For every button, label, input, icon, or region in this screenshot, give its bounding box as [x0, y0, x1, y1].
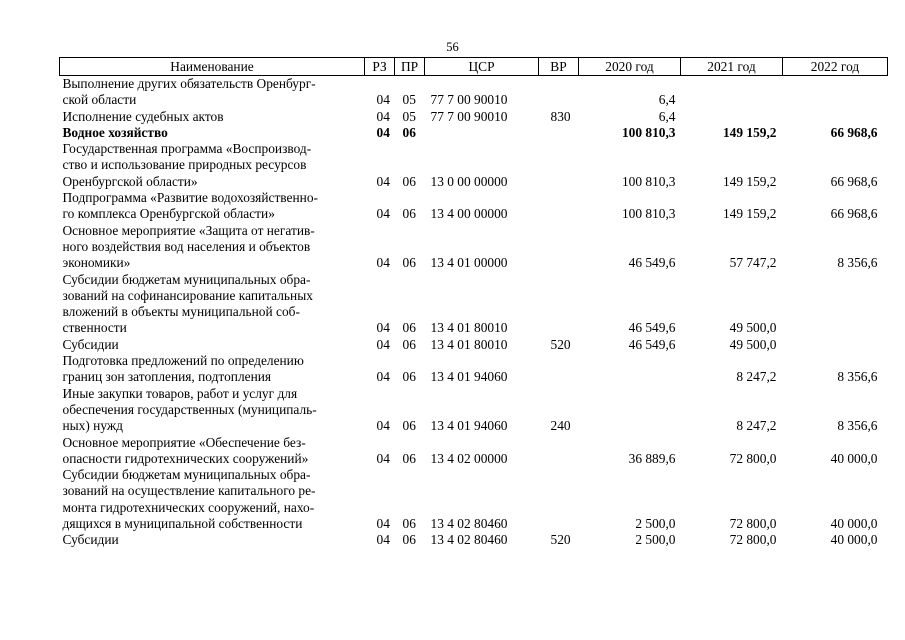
column-header-2021: 2021 год [681, 58, 783, 76]
row-csr-cell: 13 4 02 80460 [430, 532, 508, 548]
table-row [60, 76, 888, 109]
row-pr-cell: 06 [402, 336, 416, 352]
row-name-line: ственности [62, 320, 127, 336]
row-y2020-cell: 100 810,3 [621, 124, 676, 140]
row-name-line: Субсидии бюджетам муниципальных обра- [62, 271, 311, 287]
budget-table [59, 57, 888, 549]
row-name-line: ство и использование природных ресурсов [62, 157, 307, 173]
row-y2020-cell: 100 810,3 [621, 173, 676, 189]
row-rz-cell: 04 [376, 450, 390, 466]
row-y2021-cell: 72 800,0 [729, 532, 777, 548]
table-row [60, 435, 888, 468]
row-name-cell [60, 386, 365, 435]
row-y2022-cell: 40 000,0 [830, 532, 878, 548]
row-y2020-cell: 6,4 [658, 108, 676, 124]
row-pr-cell: 05 [402, 92, 416, 108]
table-row [60, 467, 888, 532]
row-y2022-cell: 66 968,6 [830, 124, 878, 140]
row-vr-cell [539, 125, 579, 141]
row-name-line: опасности гидротехнических сооружений» [62, 450, 309, 466]
row-y2020-cell: 46 549,6 [628, 255, 676, 271]
row-name-cell [60, 76, 365, 109]
table-row [60, 141, 888, 190]
row-vr-cell [539, 353, 579, 386]
table-body [60, 76, 888, 549]
row-vr-cell [539, 141, 579, 190]
row-rz-cell: 04 [376, 206, 390, 222]
row-rz-cell: 04 [376, 320, 390, 336]
row-name-line: Подпрограмма «Развитие водохозяйственно- [62, 190, 318, 206]
row-name-line: монта гидротехнических сооружений, нахо- [62, 499, 315, 515]
column-header-name: Наименование [60, 58, 365, 76]
row-rz-cell: 04 [376, 369, 390, 385]
row-name-line: Исполнение судебных актов [62, 108, 224, 124]
row-pr-cell: 06 [402, 320, 416, 336]
row-y2022-cell [783, 76, 888, 109]
row-vr-cell: 830 [550, 108, 571, 124]
column-header-pr: ПР [395, 58, 425, 76]
row-vr-cell [539, 272, 579, 337]
row-csr-cell: 13 4 01 00000 [430, 255, 508, 271]
row-csr-cell: 13 4 01 80010 [430, 320, 508, 336]
row-y2021-cell: 57 747,2 [729, 255, 777, 271]
row-pr-cell: 06 [402, 124, 416, 140]
row-pr-cell: 05 [402, 108, 416, 124]
row-vr-cell [539, 223, 579, 272]
row-pr-cell: 06 [402, 173, 416, 189]
row-rz-cell: 04 [376, 255, 390, 271]
row-name-line: дящихся в муниципальной собственности [62, 516, 303, 532]
row-csr-cell: 77 7 00 90010 [430, 92, 508, 108]
table-row [60, 337, 888, 353]
row-y2021-cell: 149 159,2 [722, 173, 777, 189]
table-row [60, 272, 888, 337]
row-y2020-cell: 46 549,6 [628, 336, 676, 352]
row-pr-cell: 06 [402, 450, 416, 466]
row-y2021-cell: 8 247,2 [736, 418, 777, 434]
row-y2022-cell: 66 968,6 [830, 206, 878, 222]
row-pr-cell: 06 [402, 369, 416, 385]
row-y2021-cell: 49 500,0 [729, 320, 777, 336]
row-rz-cell: 04 [376, 516, 390, 532]
row-y2021-cell: 49 500,0 [729, 336, 777, 352]
row-name-line: Государственная программа «Воспроизвод- [62, 141, 312, 157]
row-name-cell [60, 353, 365, 386]
table-row [60, 386, 888, 435]
row-name-line: Водное хозяйство [62, 124, 168, 140]
row-csr-cell: 13 4 00 00000 [430, 206, 508, 222]
row-y2022-cell [783, 109, 888, 125]
row-csr-cell: 77 7 00 90010 [430, 108, 508, 124]
row-csr-cell: 13 4 01 94060 [430, 418, 508, 434]
row-vr-cell [539, 467, 579, 532]
row-name-line: Субсидии [62, 336, 119, 352]
row-pr-cell: 06 [402, 418, 416, 434]
row-vr-cell [539, 435, 579, 468]
row-vr-cell [539, 76, 579, 109]
row-csr-cell: 13 4 01 94060 [430, 369, 508, 385]
row-name-cell [60, 141, 365, 190]
row-name-line: ных) нужд [62, 418, 123, 434]
table-row [60, 532, 888, 548]
row-name-line: зований на софинансирование капитальных [62, 287, 313, 303]
row-y2021-cell: 72 800,0 [729, 516, 777, 532]
row-name-cell [60, 190, 365, 223]
row-y2022-cell: 40 000,0 [830, 450, 878, 466]
row-pr-cell: 06 [402, 532, 416, 548]
table-row [60, 353, 888, 386]
page-number: 56 [446, 40, 459, 54]
row-name-line: границ зон затопления, подтопления [62, 369, 272, 385]
table-row [60, 109, 888, 125]
row-y2021-cell [681, 109, 783, 125]
row-y2022-cell: 40 000,0 [830, 516, 878, 532]
row-name-cell [60, 467, 365, 532]
row-name-line: го комплекса Оренбургской области» [62, 206, 275, 222]
table-row [60, 125, 888, 141]
row-y2020-cell [579, 386, 681, 435]
column-header-csr: ЦСР [425, 58, 539, 76]
row-rz-cell: 04 [376, 108, 390, 124]
row-csr-cell: 13 0 00 00000 [430, 173, 508, 189]
row-y2020-cell [579, 353, 681, 386]
row-y2021-cell: 8 247,2 [736, 369, 777, 385]
row-name-line: Подготовка предложений по определению [62, 353, 304, 369]
row-y2022-cell [783, 337, 888, 353]
row-vr-cell: 520 [550, 336, 571, 352]
row-name-line: Основное мероприятие «Обеспечение без- [62, 434, 306, 450]
row-y2021-cell [681, 76, 783, 109]
row-rz-cell: 04 [376, 532, 390, 548]
row-name-cell [60, 272, 365, 337]
row-name-line: обеспечения государственных (муниципаль- [62, 401, 317, 417]
row-name-cell [60, 109, 365, 125]
row-name-line: Выполнение других обязательств Оренбург- [62, 76, 316, 91]
row-name-line: ного воздействия вод населения и объектов [62, 238, 311, 254]
row-name-line: Субсидии бюджетам муниципальных обра- [62, 467, 311, 483]
row-name-line: вложений в объекты муниципальной соб- [62, 304, 300, 320]
row-csr-cell: 13 4 02 00000 [430, 450, 508, 466]
row-name-line: Субсидии [62, 532, 119, 548]
row-y2022-cell [783, 272, 888, 337]
column-header-rz: РЗ [365, 58, 395, 76]
row-pr-cell: 06 [402, 516, 416, 532]
row-vr-cell: 520 [550, 532, 571, 548]
row-name-line: Основное мероприятие «Защита от негатив- [62, 222, 315, 238]
row-y2022-cell: 66 968,6 [830, 173, 878, 189]
row-rz-cell: 04 [376, 124, 390, 140]
row-csr-cell [425, 125, 539, 141]
row-pr-cell: 06 [402, 206, 416, 222]
row-y2022-cell: 8 356,6 [837, 255, 878, 271]
row-vr-cell [539, 190, 579, 223]
row-y2022-cell: 8 356,6 [837, 418, 878, 434]
row-vr-cell: 240 [550, 418, 571, 434]
row-csr-cell: 13 4 02 80460 [430, 516, 508, 532]
row-pr-cell: 06 [402, 255, 416, 271]
table-header-row [60, 58, 888, 76]
row-y2020-cell: 2 500,0 [635, 516, 676, 532]
row-y2020-cell: 36 889,6 [628, 450, 676, 466]
row-rz-cell: 04 [376, 173, 390, 189]
table-row [60, 223, 888, 272]
row-csr-cell: 13 4 01 80010 [430, 336, 508, 352]
row-rz-cell: 04 [376, 418, 390, 434]
row-rz-cell: 04 [376, 336, 390, 352]
row-y2022-cell: 8 356,6 [837, 369, 878, 385]
row-name-line: экономики» [62, 255, 131, 271]
row-name-line: Иные закупки товаров, работ и услуг для [62, 385, 298, 401]
row-name-line: ской области [62, 92, 137, 108]
row-y2020-cell: 2 500,0 [635, 532, 676, 548]
column-header-vr: ВР [539, 58, 579, 76]
column-header-2022: 2022 год [783, 58, 888, 76]
row-name-cell [60, 337, 365, 353]
row-y2021-cell: 149 159,2 [722, 124, 777, 140]
row-name-cell [60, 223, 365, 272]
row-y2021-cell: 72 800,0 [729, 450, 777, 466]
row-y2020-cell: 46 549,6 [628, 320, 676, 336]
table-row [60, 190, 888, 223]
column-header-2020: 2020 год [579, 58, 681, 76]
row-name-cell [60, 435, 365, 468]
row-y2020-cell: 100 810,3 [621, 206, 676, 222]
row-name-line: зований на осуществление капитального ре- [62, 483, 316, 499]
row-name-line: Оренбургской области» [62, 173, 198, 189]
row-name-cell [60, 532, 365, 548]
row-y2021-cell: 149 159,2 [722, 206, 777, 222]
row-y2020-cell: 6,4 [658, 92, 676, 108]
row-rz-cell: 04 [376, 92, 390, 108]
row-name-cell [60, 125, 365, 141]
